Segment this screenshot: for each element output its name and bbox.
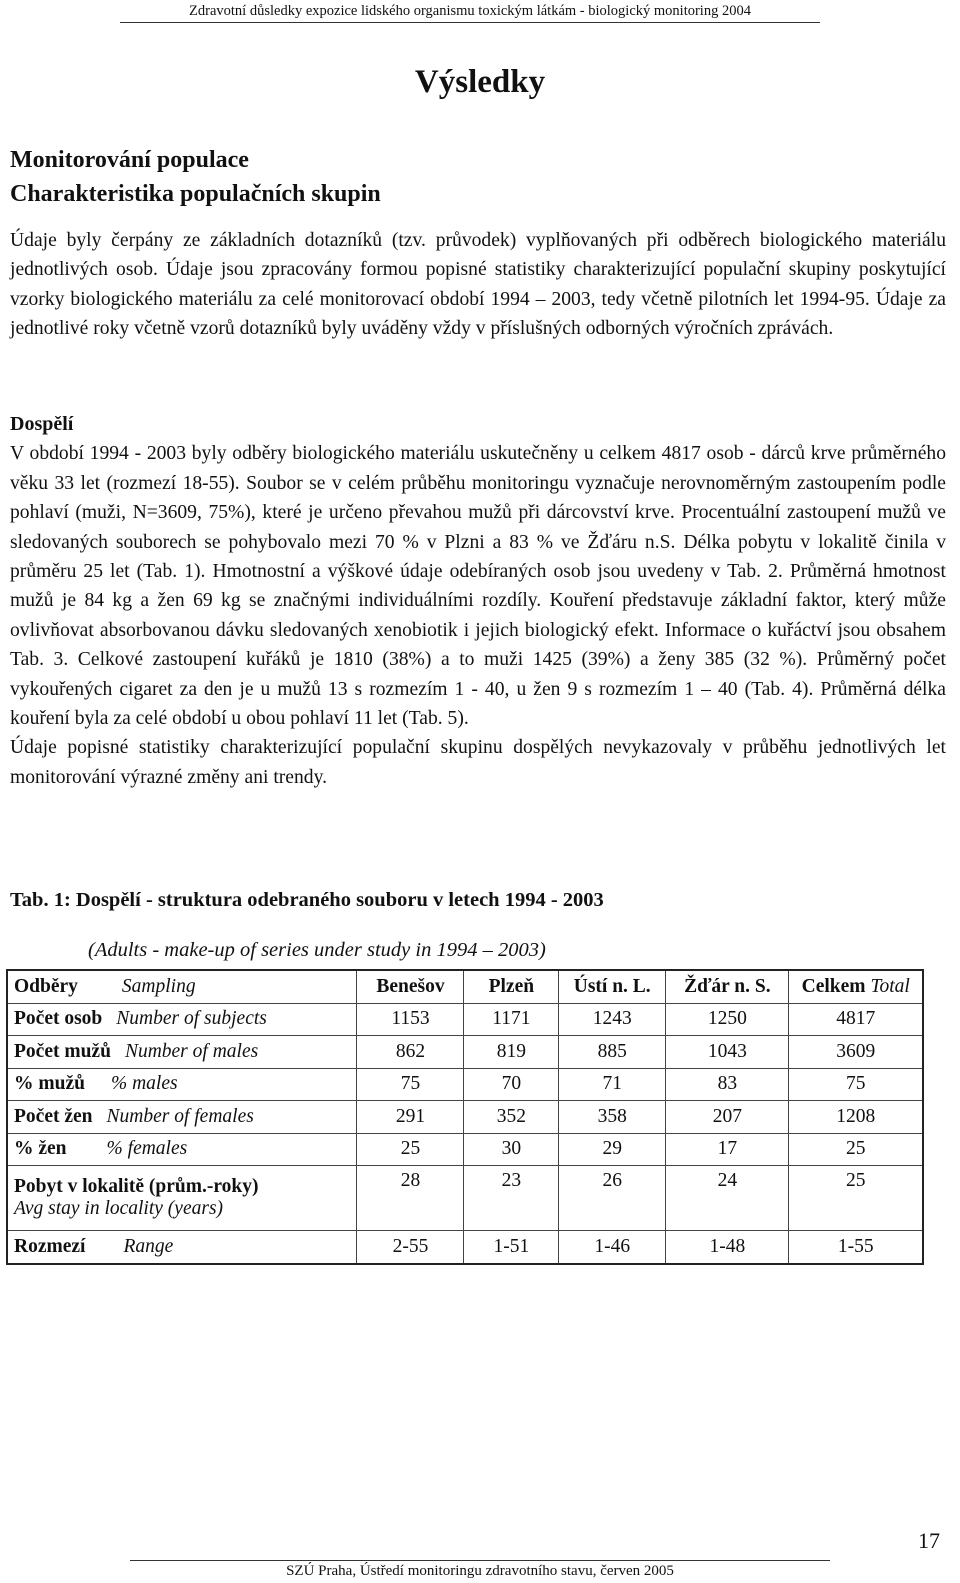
table-cell: 25 — [789, 1133, 923, 1166]
table-cell: 358 — [559, 1101, 666, 1134]
row-label-cz: Pobyt v lokalitě (prům.-roky) — [14, 1176, 259, 1197]
header-col-benesov: Benešov — [357, 970, 464, 1003]
row-label — [7, 1003, 357, 1036]
page-title: Výsledky — [414, 64, 546, 100]
table-cell: 1250 — [666, 1003, 789, 1036]
table-cell: 1-51 — [464, 1231, 559, 1264]
row-label-cz: % mužů — [14, 1073, 85, 1095]
table-row — [7, 1133, 923, 1166]
row-label-en: Number of females — [106, 1105, 254, 1127]
table-cell: 23 — [464, 1166, 559, 1231]
adults-table — [6, 969, 924, 1265]
adults-paragraph-1: V období 1994 - 2003 byly odběry biologického materiálu uskutečněny u celkem 4817 osob - dárců krve průměrného věku 33 let (rozmezí 18-55). Soubor se v celém průběhu monitoringu vyznačuje nerovnoměrným zastoupením podle pohlaví (muži, N=3609, 75%), které je určeno převahou mužů při dárcovství krve. Procentuální zastoupení mužů ve sledovaných souborech se pohybovalo mezi 70 % v Plzni a 83 % ve Žďáru n.S. Délka pobytu v lokalitě činila v průměru 25 let (Tab. 1). Hmotnostní a výškové údaje odebíraných osob jsou uvedeny v Tab. 2. Průměrná hmotnost mužů je 84 kg a žen 69 kg se značnými individuálními rozdíly. Kouření představuje základní faktor, který může ovlivňovat absorbovanou dávku sledovaných xenobiotik i jejich biologický efekt. Informace o kuřáctví jsou obsahem Tab. 3. Celkové zastoupení kuřáků je 1810 (38%) a to muži 1425 (39%) a ženy 385 (32 %). Průměrný počet vykouřených cigaret za den je u mužů 13 s rozmezím 1 - 40, u žen 9 s rozmezím 1 – 40 (Tab. 4). Průměrná délka kouření byla za celé období u obou pohlaví 11 let (Tab. 5). — [10, 443, 946, 730]
section-heading: Monitorování populace — [10, 147, 249, 173]
table-cell: 71 — [559, 1068, 666, 1101]
table-cell: 4817 — [789, 1003, 923, 1036]
table-cell: 1-46 — [559, 1231, 666, 1264]
table-cell: 885 — [559, 1036, 666, 1069]
running-header: Zdravotní důsledky expozice lidského organismu toxickým látkám - biologický monitoring 2004 — [120, 3, 820, 23]
row-label — [7, 1101, 357, 1134]
table-cell: 207 — [666, 1101, 789, 1134]
row-label-cz: Počet žen — [14, 1105, 93, 1127]
table-header-row — [7, 970, 923, 1003]
row-label-en: Number of males — [124, 1040, 259, 1062]
row-label-cz: % žen — [14, 1138, 67, 1160]
row-label-en: % males — [110, 1073, 178, 1095]
row-label — [7, 1036, 357, 1069]
table-caption-en: (Adults - make-up of series under study in 1994 – 2003) — [88, 939, 546, 961]
table-cell: 352 — [464, 1101, 559, 1134]
row-label-en: Avg stay in locality (years) — [14, 1198, 224, 1219]
table-cell: 75 — [789, 1068, 923, 1101]
header-col-zdar: Žďár n. S. — [666, 970, 789, 1003]
row-label — [7, 1133, 357, 1166]
table-cell: 30 — [464, 1133, 559, 1166]
table-cell: 70 — [464, 1068, 559, 1101]
table-cell: 25 — [357, 1133, 464, 1166]
table-caption: Tab. 1: Dospělí - struktura odebraného souboru v letech 1994 - 2003 — [10, 889, 604, 911]
row-label-cz: Počet osob — [14, 1008, 103, 1030]
table-row — [7, 1068, 923, 1101]
table-cell: 17 — [666, 1133, 789, 1166]
intro-text: Údaje byly čerpány ze základních dotazníků (tzv. průvodek) vyplňovaných při odběrech biologického materiálu jednotlivých osob. Údaje jsou zpracovány formou popisné statistiky charakterizující populační skupiny poskytující vzorky biologického materiálu za celé monitorovací období 1994 – 2003, tedy včetně pilotních let 1994-95. Údaje za jednotlivé roky včetně vzorů dotazníků byly uváděny vždy v příslušných odborných výročních zprávách. — [10, 230, 946, 340]
table-cell: 1043 — [666, 1036, 789, 1069]
table-cell: 3609 — [789, 1036, 923, 1069]
header-label-cz: Odběry — [14, 975, 78, 997]
table-cell: 29 — [559, 1133, 666, 1166]
table-cell: 291 — [357, 1101, 464, 1134]
table-cell: 819 — [464, 1036, 559, 1069]
row-label — [7, 1068, 357, 1101]
table-cell: 1171 — [464, 1003, 559, 1036]
table-cell: 862 — [357, 1036, 464, 1069]
table-cell: 25 — [789, 1166, 923, 1231]
row-label — [7, 1231, 357, 1264]
table-row — [7, 1166, 923, 1231]
table-cell: 75 — [357, 1068, 464, 1101]
header-col-usti: Ústí n. L. — [559, 970, 666, 1003]
table-cell: 1208 — [789, 1101, 923, 1134]
row-label-cz: Počet mužů — [14, 1040, 111, 1062]
header-col-plzen: Plzeň — [464, 970, 559, 1003]
row-label — [7, 1166, 357, 1231]
table-cell: 1153 — [357, 1003, 464, 1036]
table-cell: 2-55 — [357, 1231, 464, 1264]
table-row — [7, 1003, 923, 1036]
table-cell: 28 — [357, 1166, 464, 1231]
header-label-cell — [7, 970, 357, 1003]
table-cell: 24 — [666, 1166, 789, 1231]
row-label-en: % females — [106, 1138, 188, 1160]
header-total-en: Total — [870, 975, 910, 997]
page-number: 17 — [918, 1528, 940, 1553]
table-cell: 1-55 — [789, 1231, 923, 1264]
intro-paragraph — [10, 226, 946, 344]
adults-heading: Dospělí — [10, 413, 74, 435]
table-cell: 26 — [559, 1166, 666, 1231]
row-label-cz: Rozmezí — [14, 1235, 86, 1257]
row-label-en: Number of subjects — [116, 1008, 267, 1030]
adults-paragraph-2: Údaje popisné statistiky charakterizující populační skupinu dospělých nevykazovaly v průběhu jednotlivých let monitorování výrazné změny ani trendy. — [10, 737, 946, 788]
header-col-total — [789, 970, 923, 1003]
row-label-en: Range — [123, 1235, 174, 1257]
table-row — [7, 1036, 923, 1069]
header-total-cz: Celkem — [801, 975, 866, 997]
adults-section — [10, 410, 946, 792]
table-cell: 1243 — [559, 1003, 666, 1036]
table-row — [7, 1231, 923, 1264]
running-footer: SZÚ Praha, Ústředí monitoringu zdravotního stavu, červen 2005 — [130, 1560, 830, 1580]
table-cell: 1-48 — [666, 1231, 789, 1264]
header-label-en: Sampling — [121, 975, 196, 997]
table-cell: 83 — [666, 1068, 789, 1101]
subsection-heading: Charakteristika populačních skupin — [10, 181, 381, 207]
table-row — [7, 1101, 923, 1134]
